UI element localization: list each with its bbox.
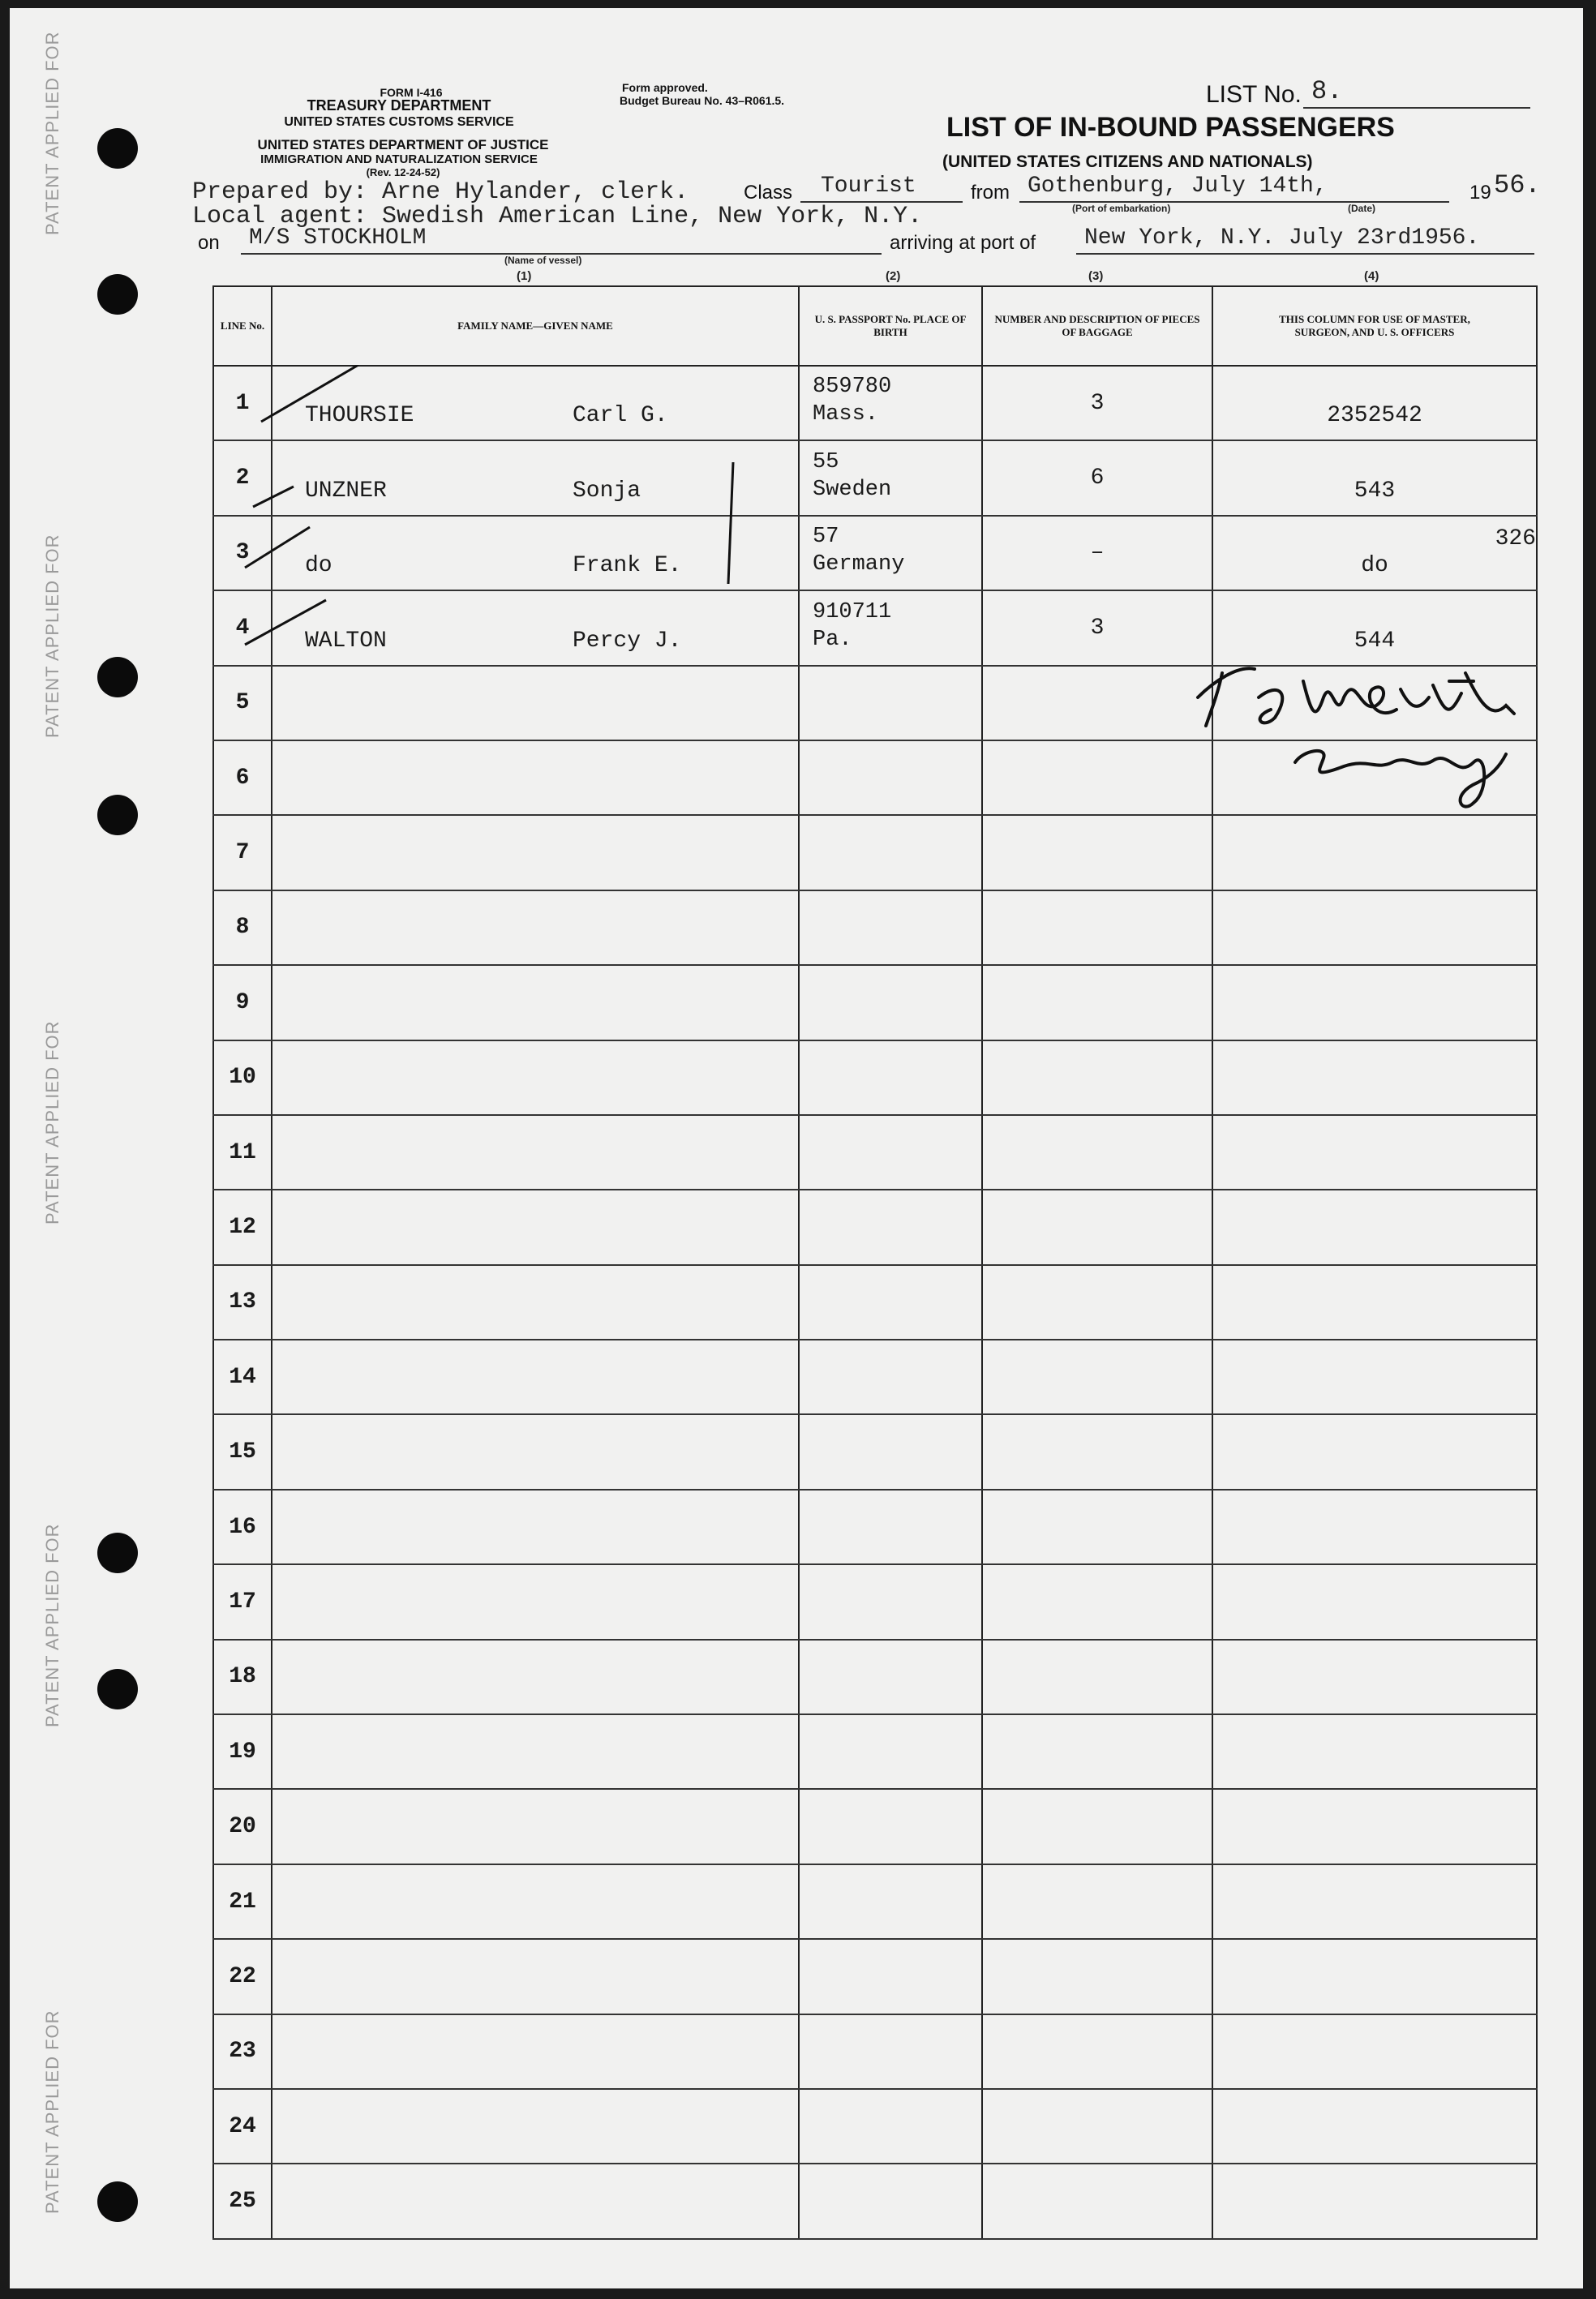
baggage-count: 3 (982, 366, 1212, 440)
table-row (213, 1490, 1537, 1564)
header-line-no: LINE No. (213, 286, 272, 366)
vessel-name: M/S STOCKHOLM (249, 225, 427, 251)
line-number: 2 (213, 440, 272, 515)
officer-cell (1212, 2164, 1537, 2238)
form-revision: (Rev. 12-24-52) (366, 166, 440, 178)
baggage-count (982, 1265, 1212, 1340)
officer-cell (1212, 1040, 1537, 1115)
line-number: 4 (213, 590, 272, 665)
baggage-count: 6 (982, 440, 1212, 515)
list-no-underline (1303, 107, 1530, 109)
from-value: Gothenburg, July 14th, (1028, 174, 1328, 199)
passport-cell (799, 1564, 982, 1639)
passport-cell (799, 1040, 982, 1115)
table-row (213, 1190, 1537, 1264)
punch-hole (97, 657, 138, 697)
name-cell (272, 1864, 799, 1939)
name-cell (272, 965, 799, 1040)
baggage-count (982, 1414, 1212, 1489)
name-cell (272, 1115, 799, 1190)
punch-hole (97, 1533, 138, 1573)
list-no-label: LIST No. (1206, 81, 1302, 108)
line-number: 14 (213, 1340, 272, 1414)
baggage-count (982, 1190, 1212, 1264)
margin-stamp: PATENT APPLIED FOR (42, 1523, 62, 1727)
passport-cell (799, 815, 982, 890)
place-of-birth: Pa. (813, 627, 852, 652)
name-cell (272, 815, 799, 890)
officer-note: 544 (1354, 628, 1396, 654)
arriving-label: arriving at port of (890, 232, 1036, 254)
margin-stamp: PATENT APPLIED FOR (42, 534, 62, 738)
given-name: Percy J. (573, 628, 682, 654)
line-number: 7 (213, 815, 272, 890)
officer-cell (1212, 1490, 1537, 1564)
baggage-count: 3 (982, 590, 1212, 665)
port-caption: (Port of embarkation) (1072, 203, 1171, 214)
line-number: 12 (213, 1190, 272, 1264)
line-number: 21 (213, 1864, 272, 1939)
class-value: Tourist (821, 174, 916, 199)
document-subtitle: (UNITED STATES CITIZENS AND NATIONALS) (942, 152, 1313, 171)
officer-cell (1212, 1640, 1537, 1714)
name-cell (272, 1414, 799, 1489)
family-name: WALTON (305, 628, 387, 654)
given-name: Frank E. (573, 553, 682, 579)
officer-cell (1212, 2089, 1537, 2164)
passport-cell (799, 590, 982, 665)
officer-cell (1212, 1190, 1537, 1264)
passport-cell (799, 965, 982, 1040)
punch-hole (97, 795, 138, 835)
arriving-value: New York, N.Y. July 23rd1956. (1084, 225, 1480, 251)
table-row (213, 965, 1537, 1040)
header-name: FAMILY NAME—GIVEN NAME (272, 286, 799, 366)
margin-stamp: PATENT APPLIED FOR (42, 1020, 62, 1225)
baggage-count (982, 666, 1212, 740)
margin-stamp: PATENT APPLIED FOR (42, 2009, 62, 2214)
name-cell (272, 1040, 799, 1115)
place-of-birth: Sweden (813, 477, 892, 502)
punch-hole (97, 1669, 138, 1709)
name-cell (272, 2014, 799, 2089)
name-cell (272, 1564, 799, 1639)
passport-number: 57 (813, 525, 839, 550)
baggage-count (982, 1789, 1212, 1864)
baggage-count (982, 890, 1212, 965)
tick-marks (229, 365, 391, 673)
margin-stamp: PATENT APPLIED FOR (42, 31, 62, 235)
passport-cell (799, 1190, 982, 1264)
table-row (213, 366, 1537, 440)
passport-cell (799, 366, 982, 440)
given-name: Sonja (573, 478, 641, 504)
officer-cell (1212, 366, 1537, 440)
line-number: 24 (213, 2089, 272, 2164)
passport-number: 859780 (813, 375, 892, 400)
line-number: 3 (213, 516, 272, 590)
family-name: UNZNER (305, 478, 387, 504)
passport-cell (799, 1939, 982, 2014)
officer-cell (1212, 440, 1537, 515)
document-title: LIST OF IN-BOUND PASSENGERS (946, 112, 1395, 143)
passport-cell (799, 516, 982, 590)
passport-cell (799, 1340, 982, 1414)
name-cell (272, 1714, 799, 1789)
table-row (213, 1414, 1537, 1489)
line-number: 8 (213, 890, 272, 965)
passport-cell (799, 1490, 982, 1564)
vessel-caption: (Name of vessel) (504, 255, 582, 266)
form-number: FORM I-416 (380, 86, 443, 99)
form-approved: Form approved. (622, 81, 708, 94)
line-number: 23 (213, 2014, 272, 2089)
header-baggage: NUMBER AND DESCRIPTION OF PIECES OF BAGGAGE (982, 286, 1212, 366)
baggage-count (982, 1640, 1212, 1714)
table-row (213, 1789, 1537, 1864)
place-of-birth: Germany (813, 552, 905, 577)
officer-cell (1212, 1789, 1537, 1864)
passport-cell (799, 1714, 982, 1789)
name-cell (272, 1190, 799, 1264)
passport-cell (799, 1414, 982, 1489)
officer-note: do (1361, 553, 1388, 579)
name-cell (272, 666, 799, 740)
table-row (213, 440, 1537, 515)
class-label: Class (744, 182, 793, 204)
header-officers: THIS COLUMN FOR USE OF MASTER, SURGEON, AND U. S. OFFICERS (1212, 286, 1537, 366)
line-number: 18 (213, 1640, 272, 1714)
line-number: 13 (213, 1265, 272, 1340)
baggage-count (982, 1490, 1212, 1564)
passport-cell (799, 1640, 982, 1714)
passport-cell (799, 666, 982, 740)
table-row (213, 1714, 1537, 1789)
punch-hole (97, 274, 138, 315)
table-row (213, 1564, 1537, 1639)
baggage-count (982, 965, 1212, 1040)
customs-service: UNITED STATES CUSTOMS SERVICE (284, 115, 514, 129)
year-prefix: 19 (1469, 182, 1491, 204)
passport-cell (799, 1864, 982, 1939)
table-row (213, 890, 1537, 965)
line-number: 25 (213, 2164, 272, 2238)
table-row (213, 1265, 1537, 1340)
justice-department: UNITED STATES DEPARTMENT OF JUSTICE (257, 137, 549, 152)
officer-cell (1212, 1939, 1537, 2014)
line-number: 1 (213, 366, 272, 440)
table-row (213, 1939, 1537, 2014)
line-number: 5 (213, 666, 272, 740)
officer-cell (1212, 516, 1537, 590)
from-label: from (971, 182, 1010, 204)
passport-cell (799, 2089, 982, 2164)
officer-cell (1212, 965, 1537, 1040)
passport-cell (799, 2014, 982, 2089)
name-cell (272, 1265, 799, 1340)
date-caption: (Date) (1348, 203, 1376, 214)
col-number-4: (4) (1364, 269, 1379, 283)
baggage-count (982, 815, 1212, 890)
officer-note: 543 (1354, 478, 1396, 504)
passport-cell (799, 890, 982, 965)
passport-cell (799, 1265, 982, 1340)
line-number: 9 (213, 965, 272, 1040)
officer-cell (1212, 1414, 1537, 1489)
inspector-signature (1182, 649, 1555, 835)
name-cell (272, 2164, 799, 2238)
baggage-count (982, 2164, 1212, 2238)
table-row (213, 2089, 1537, 2164)
passport-number: 910711 (813, 599, 892, 624)
officer-cell (1212, 890, 1537, 965)
passport-cell (799, 1789, 982, 1864)
baggage-count: – (982, 516, 1212, 590)
name-cell (272, 1340, 799, 1414)
line-number: 22 (213, 1939, 272, 2014)
list-no-value: 8. (1311, 76, 1343, 106)
table-row (213, 516, 1537, 590)
treasury-department: TREASURY DEPARTMENT (307, 97, 491, 114)
baggage-count (982, 1564, 1212, 1639)
line-number: 17 (213, 1564, 272, 1639)
baggage-count (982, 1939, 1212, 2014)
local-agent: Local agent: Swedish American Line, New York, N.Y. (192, 203, 923, 230)
baggage-count (982, 740, 1212, 815)
officer-cell (1212, 1864, 1537, 1939)
table-row (213, 1115, 1537, 1190)
name-cell (272, 1640, 799, 1714)
punch-hole (97, 128, 138, 169)
baggage-count (982, 1040, 1212, 1115)
col-number-2: (2) (886, 269, 901, 283)
immigration-service: IMMIGRATION AND NATURALIZATION SERVICE (260, 152, 538, 166)
baggage-count (982, 2089, 1212, 2164)
baggage-count (982, 2014, 1212, 2089)
given-name: Carl G. (573, 403, 668, 429)
table-row (213, 1864, 1537, 1939)
table-row (213, 1640, 1537, 1714)
passport-cell (799, 2164, 982, 2238)
baggage-count (982, 1714, 1212, 1789)
officer-cell (1212, 1265, 1537, 1340)
officer-cell (1212, 1115, 1537, 1190)
line-number: 15 (213, 1414, 272, 1489)
passport-number: 55 (813, 449, 839, 474)
name-cell (272, 1789, 799, 1864)
passenger-table (212, 285, 1538, 2240)
year-suffix: 56. (1494, 170, 1541, 200)
prepared-by: Prepared by: Arne Hylander, clerk. (192, 178, 689, 206)
line-number: 16 (213, 1490, 272, 1564)
vertical-pen-mark (723, 462, 740, 584)
signature-text: T. S. McGrath (1182, 649, 1187, 650)
officer-cell (1212, 1714, 1537, 1789)
table-row (213, 2164, 1537, 2238)
name-cell (272, 2089, 799, 2164)
budget-bureau: Budget Bureau No. 43–R061.5. (620, 94, 785, 107)
name-cell (272, 1939, 799, 2014)
passport-cell (799, 1115, 982, 1190)
on-label: on (198, 232, 220, 254)
document-page (10, 8, 1583, 2288)
family-name: THOURSIE (305, 403, 414, 429)
name-cell (272, 1490, 799, 1564)
officer-cell (1212, 1564, 1537, 1639)
table-row (213, 1040, 1537, 1115)
table-row (213, 2014, 1537, 2089)
officer-note-extra: 326 (1495, 526, 1536, 552)
passport-cell (799, 740, 982, 815)
family-name: do (305, 553, 332, 579)
header-passport: U. S. PASSPORT No. PLACE OF BIRTH (799, 286, 982, 366)
baggage-count (982, 1115, 1212, 1190)
baggage-count (982, 1340, 1212, 1414)
passport-cell (799, 440, 982, 515)
table-row (213, 1340, 1537, 1414)
table-header-row (213, 286, 1537, 366)
col-number-1: (1) (517, 269, 532, 283)
officer-cell (1212, 1340, 1537, 1414)
baggage-count (982, 1864, 1212, 1939)
officer-note: 2352542 (1327, 403, 1422, 429)
line-number: 10 (213, 1040, 272, 1115)
col-number-3: (3) (1088, 269, 1104, 283)
line-number: 20 (213, 1789, 272, 1864)
place-of-birth: Mass. (813, 402, 879, 427)
arriving-underline (1076, 253, 1534, 255)
punch-hole (97, 2181, 138, 2222)
name-cell (272, 740, 799, 815)
name-cell (272, 890, 799, 965)
line-number: 19 (213, 1714, 272, 1789)
officer-cell (1212, 2014, 1537, 2089)
line-number: 6 (213, 740, 272, 815)
line-number: 11 (213, 1115, 272, 1190)
